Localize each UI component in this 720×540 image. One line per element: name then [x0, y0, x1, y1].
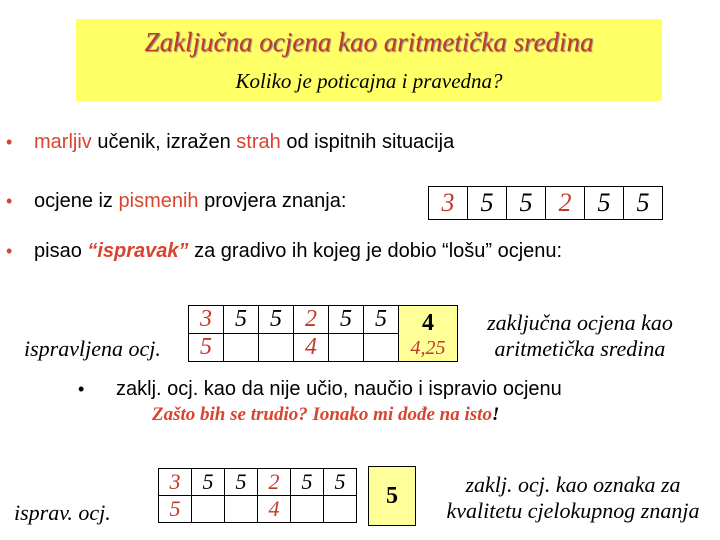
table-row: [189, 306, 458, 334]
bullet-1-text-end: od ispitnih situacija: [280, 131, 455, 153]
grade-cell: 3: [200, 306, 212, 332]
final-grade-box: 5: [368, 466, 416, 526]
page-subtitle: Koliko je poticajna i pravedna?: [235, 69, 503, 93]
quote: [152, 404, 499, 426]
grade-cell: 4: [294, 334, 329, 362]
grade-cell: 5: [192, 469, 225, 496]
grade-cell: 5: [189, 334, 224, 362]
bullet-3: [6, 240, 562, 263]
note-line: aritmetička sredina: [494, 336, 666, 361]
bullet-dot: •: [6, 132, 13, 152]
grade-cell: 3: [429, 187, 468, 220]
grade-cell: [291, 496, 324, 523]
grade-cell: [225, 496, 258, 523]
quote-text: Zašto bih se trudio? Ionako mi dođe na isto: [152, 404, 492, 425]
grade-cell: [259, 334, 294, 362]
grade-cell: 3: [169, 469, 181, 494]
grade-cell: [324, 496, 357, 523]
corrected-grade-label: ispravljena ocj.: [24, 336, 161, 361]
quote-end: !: [491, 404, 500, 425]
grade-cell: 5: [329, 306, 364, 334]
corrected-grades-table: [188, 305, 458, 362]
bullet-dot: •: [6, 241, 13, 261]
bullet-1-text: učenik, izražen: [91, 131, 237, 153]
title-box: [76, 19, 662, 101]
grade-cell: 2: [546, 187, 585, 220]
grade-cell: 5: [224, 306, 259, 334]
grades-table-2: [158, 468, 357, 523]
final-grade-average: 4,25: [410, 336, 446, 359]
grade-cell: 5: [324, 469, 357, 496]
bullet-1: [6, 131, 454, 154]
bullet-2-text: ocjene iz: [34, 190, 119, 212]
grade-cell: 5: [364, 306, 399, 334]
grade-cell: 2: [258, 469, 291, 496]
bullet-3-text: pisao: [34, 240, 88, 262]
grades-table: [428, 186, 663, 220]
bullet-dot: •: [6, 191, 13, 211]
grades-row: [429, 187, 663, 220]
table-row: [159, 469, 357, 496]
bullet-4-text: zaklj. ocj. kao da nije učio, naučio i ispravio ocjenu: [116, 378, 562, 400]
word-pismenih: pismenih: [118, 190, 199, 212]
note-line: zaključna ocjena kao: [487, 310, 673, 335]
grade-cell: 5: [468, 187, 507, 220]
grade-cell: 5: [159, 496, 192, 523]
bullet-2: [6, 190, 346, 213]
grade-cell: [224, 334, 259, 362]
page-title: Zaključna ocjena kao aritmetička sredina: [144, 27, 594, 57]
grade-cell: 5: [259, 306, 294, 334]
grade-cell: 4: [258, 496, 291, 523]
word-strah: strah: [236, 131, 281, 153]
bullet-3-text-end: za gradivo ih kojeg je dobio “lošu” ocjenu:: [188, 240, 563, 262]
grade-cell: 5: [225, 469, 258, 496]
corrected-grade-label: isprav. ocj.: [14, 500, 111, 525]
grade-cell: 5: [585, 187, 624, 220]
bullet-dot: •: [78, 379, 85, 399]
word-marljiv: marljiv: [34, 131, 92, 153]
final-grade-cell: [399, 306, 458, 362]
grade-cell: 5: [291, 469, 324, 496]
table-row: [159, 496, 357, 523]
bullet-4: [78, 378, 562, 401]
note-line: zaklj. ocj. kao oznaka za: [465, 472, 681, 497]
word-ispravak: “ispravak”: [87, 240, 189, 262]
grade-cell: 2: [294, 306, 329, 334]
grade-cell: [329, 334, 364, 362]
grade-cell: [192, 496, 225, 523]
final-grade-rounded: 4: [422, 309, 434, 336]
grade-cell: 5: [507, 187, 546, 220]
grade-cell: [364, 334, 399, 362]
note-arithmetic-mean: [475, 310, 685, 362]
note-knowledge-quality: [432, 472, 714, 524]
grade-cell: 5: [624, 187, 663, 220]
note-line: kvalitetu cjelokupnog znanja: [446, 498, 700, 523]
bullet-2-text-end: provjera znanja:: [198, 190, 347, 212]
